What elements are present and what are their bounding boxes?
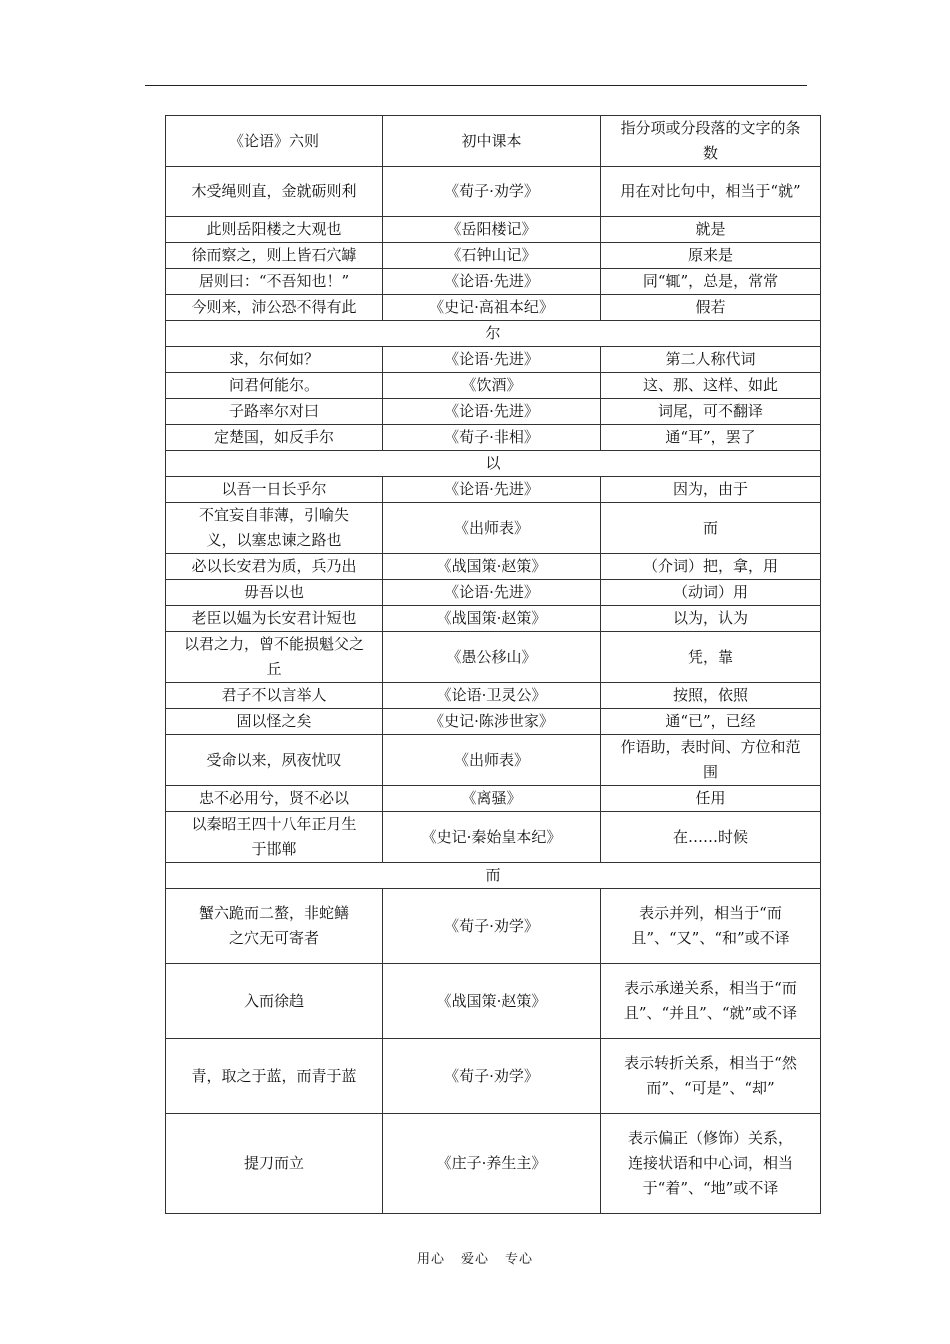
table-row [166, 786, 821, 812]
cell-meaning: 任用 [601, 786, 821, 812]
cell-example: 此则岳阳楼之大观也 [166, 217, 383, 243]
cell-source: 《论语·卫灵公》 [383, 683, 601, 709]
cell-meaning: 表示承递关系，相当于“而且”、“并且”、“就”或不译 [601, 964, 821, 1039]
cell-source: 《庄子·养生主》 [383, 1114, 601, 1214]
cell-source: 《离骚》 [383, 786, 601, 812]
table-row [166, 269, 821, 295]
cell-meaning: 同“辄”，总是，常常 [601, 269, 821, 295]
cell-meaning: 凭，靠 [601, 632, 821, 683]
table-row [166, 167, 821, 217]
cell-source: 《饮酒》 [383, 373, 601, 399]
section-heading: 尔 [166, 321, 821, 347]
cell-meaning: 词尾，可不翻译 [601, 399, 821, 425]
cell-example: 定楚国，如反手尔 [166, 425, 383, 451]
cell-source: 《荀子·劝学》 [383, 889, 601, 964]
cell-meaning: （介词）把，拿，用 [601, 554, 821, 580]
cell-example: 固以怪之矣 [166, 709, 383, 735]
cell-meaning: 通“耳”，罢了 [601, 425, 821, 451]
cell-source: 《史记·高祖本纪》 [383, 295, 601, 321]
table-row [166, 347, 821, 373]
table-row [166, 477, 821, 503]
table-row [166, 425, 821, 451]
cell-example: 居则曰：“不吾知也！” [166, 269, 383, 295]
cell-source: 《论语·先进》 [383, 269, 601, 295]
table-row [166, 243, 821, 269]
cell-meaning: 假若 [601, 295, 821, 321]
table-row [166, 217, 821, 243]
cell-example: 以吾一日长乎尔 [166, 477, 383, 503]
cell-meaning: 作语助，表时间、方位和范围 [601, 735, 821, 786]
footer-text-3: 专心 [505, 1252, 534, 1267]
table-row [166, 889, 821, 964]
footer-text-2: 爱心 [460, 1252, 489, 1267]
cell-example: 以秦昭王四十八年正月生于邯郸 [166, 812, 383, 863]
section-row [166, 321, 821, 347]
cell-meaning: 表示并列，相当于“而且”、“又”、“和”或不译 [601, 889, 821, 964]
cell-meaning: 表示转折关系，相当于“然而”、“可是”、“却” [601, 1039, 821, 1114]
cell-example: 忠不必用兮，贤不必以 [166, 786, 383, 812]
cell-source: 《出师表》 [383, 503, 601, 554]
cell-example: 受命以来，夙夜忧叹 [166, 735, 383, 786]
cell-source: 《论语·先进》 [383, 399, 601, 425]
cell-meaning: 原来是 [601, 243, 821, 269]
table-row [166, 632, 821, 683]
cell-source: 《史记·秦始皇本纪》 [383, 812, 601, 863]
cell-meaning: 按照，依照 [601, 683, 821, 709]
cell-meaning: 用在对比句中，相当于“就” [601, 167, 821, 217]
cell-example: 入而徐趋 [166, 964, 383, 1039]
cell-source: 《岳阳楼记》 [383, 217, 601, 243]
header-cell-meaning: 指分项或分段落的文字的条数 [601, 116, 821, 167]
cell-source: 《论语·先进》 [383, 347, 601, 373]
cell-source: 《愚公移山》 [383, 632, 601, 683]
cell-meaning: 这、那、这样、如此 [601, 373, 821, 399]
cell-example: 不宜妄自菲薄，引喻失义，以塞忠谏之路也 [166, 503, 383, 554]
table-row [166, 1039, 821, 1114]
cell-meaning: 第二人称代词 [601, 347, 821, 373]
cell-example: 毋吾以也 [166, 580, 383, 606]
cell-meaning: （动词）用 [601, 580, 821, 606]
cell-example: 提刀而立 [166, 1114, 383, 1214]
cell-meaning: 表示偏正（修饰）关系，连接状语和中心词，相当于“着”、“地”或不译 [601, 1114, 821, 1214]
table-row [166, 709, 821, 735]
section-row [166, 451, 821, 477]
cell-source: 《出师表》 [383, 735, 601, 786]
vocabulary-table [165, 115, 821, 1214]
page-footer [0, 1248, 950, 1267]
cell-meaning: 通“已”，已经 [601, 709, 821, 735]
cell-example: 求，尔何如？ [166, 347, 383, 373]
cell-source: 《论语·先进》 [383, 477, 601, 503]
table-row [166, 503, 821, 554]
table-row [166, 399, 821, 425]
cell-meaning: 而 [601, 503, 821, 554]
table-row [166, 580, 821, 606]
cell-example: 老臣以媪为长安君计短也 [166, 606, 383, 632]
table-row [166, 812, 821, 863]
cell-meaning: 因为，由于 [601, 477, 821, 503]
cell-example: 徐而察之，则上皆石穴罅 [166, 243, 383, 269]
cell-source: 《荀子·劝学》 [383, 1039, 601, 1114]
cell-example: 必以长安君为质，兵乃出 [166, 554, 383, 580]
cell-source: 《论语·先进》 [383, 580, 601, 606]
cell-source: 《荀子·非相》 [383, 425, 601, 451]
section-heading: 以 [166, 451, 821, 477]
table-row [166, 1114, 821, 1214]
cell-meaning: 在……时候 [601, 812, 821, 863]
table-row [166, 554, 821, 580]
table-row [166, 295, 821, 321]
cell-example: 君子不以言举人 [166, 683, 383, 709]
table-row [166, 606, 821, 632]
cell-example: 蟹六跪而二螯，非蛇鳝之穴无可寄者 [166, 889, 383, 964]
cell-source: 《战国策·赵策》 [383, 964, 601, 1039]
cell-example: 子路率尔对曰 [166, 399, 383, 425]
footer-text-1: 用心 [416, 1252, 445, 1267]
cell-source: 《史记·陈涉世家》 [383, 709, 601, 735]
cell-example: 木受绳则直，金就砺则利 [166, 167, 383, 217]
table-header-row [166, 116, 821, 167]
section-heading: 而 [166, 863, 821, 889]
cell-example: 青，取之于蓝，而青于蓝 [166, 1039, 383, 1114]
table-row [166, 683, 821, 709]
cell-source: 《战国策·赵策》 [383, 606, 601, 632]
cell-meaning: 就是 [601, 217, 821, 243]
table-row [166, 373, 821, 399]
cell-source: 《战国策·赵策》 [383, 554, 601, 580]
section-row [166, 863, 821, 889]
header-rule [145, 85, 807, 86]
cell-example: 今则来，沛公恐不得有此 [166, 295, 383, 321]
table-row [166, 735, 821, 786]
cell-source: 《荀子·劝学》 [383, 167, 601, 217]
cell-source: 《石钟山记》 [383, 243, 601, 269]
cell-meaning: 以为，认为 [601, 606, 821, 632]
table-row [166, 964, 821, 1039]
cell-example: 问君何能尔。 [166, 373, 383, 399]
header-cell-text: 《论语》六则 [166, 116, 383, 167]
header-cell-source: 初中课本 [383, 116, 601, 167]
cell-example: 以君之力，曾不能损魁父之丘 [166, 632, 383, 683]
